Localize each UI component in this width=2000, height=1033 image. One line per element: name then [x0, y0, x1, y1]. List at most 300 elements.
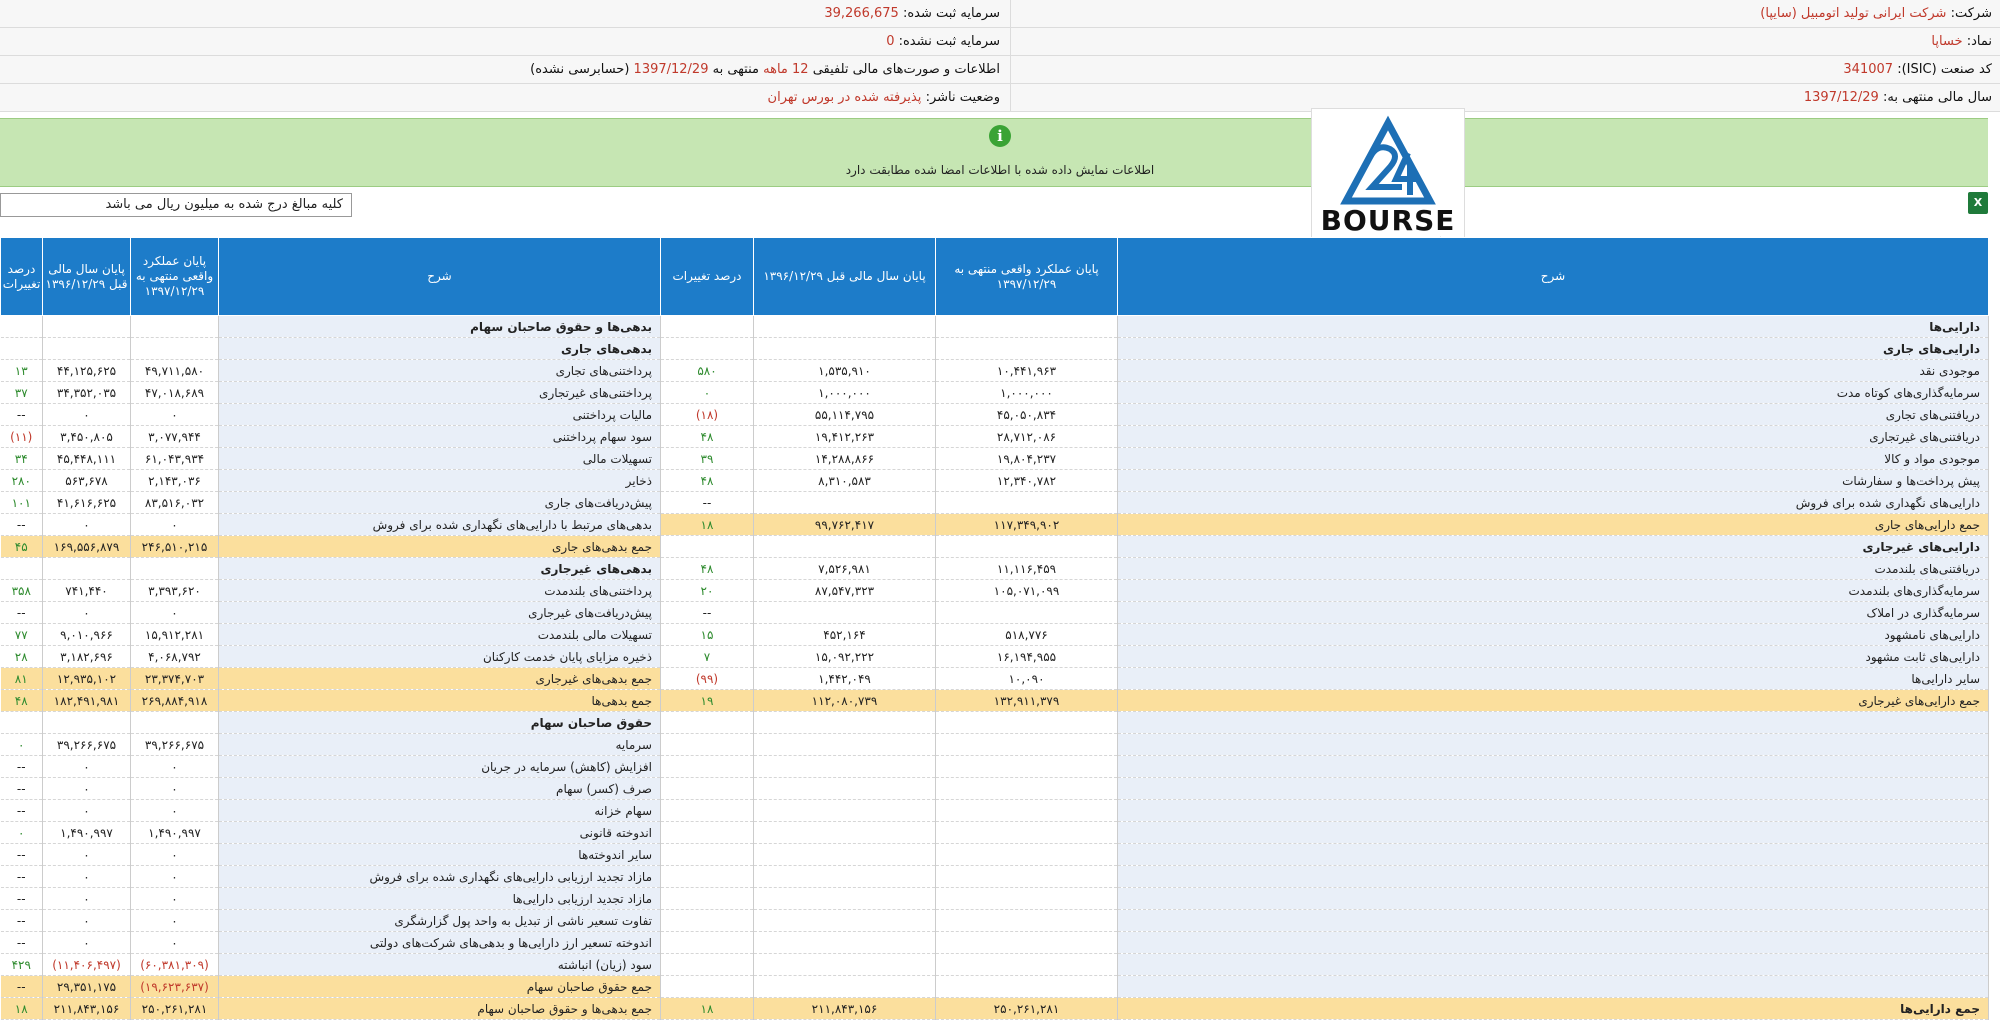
table-row	[1, 536, 1989, 558]
asset-current-cell	[936, 734, 1118, 756]
asset-prior-cell: ۱,۰۰۰,۰۰۰	[754, 382, 936, 404]
liab-pct-cell: ۴۵	[1, 536, 43, 558]
asset-prior-cell	[754, 492, 936, 514]
asset-desc-cell: دارایی‌ها	[1118, 316, 1989, 338]
asset-prior-cell: ۸,۳۱۰,۵۸۳	[754, 470, 936, 492]
asset-current-cell: ۵۱۸,۷۷۶	[936, 624, 1118, 646]
liab-pct-cell: ۴۸	[1, 690, 43, 712]
liab-current-cell: ۴,۰۶۸,۷۹۲	[131, 646, 219, 668]
asset-desc-cell	[1118, 866, 1989, 888]
liab-prior-cell: (۱۱,۴۰۶,۴۹۷)	[43, 954, 131, 976]
liab-current-cell: ۲۵۰,۲۶۱,۲۸۱	[131, 998, 219, 1020]
asset-desc-cell	[1118, 734, 1989, 756]
liab-desc-cell: جمع بدهی‌ها و حقوق صاحبان سهام	[219, 998, 661, 1020]
asset-prior-cell: ۱۱۲,۰۸۰,۷۳۹	[754, 690, 936, 712]
liab-prior-cell: ۰	[43, 800, 131, 822]
asset-desc-cell: جمع دارایی‌های جاری	[1118, 514, 1989, 536]
asset-desc-cell: دریافتنی‌های غیرتجاری	[1118, 426, 1989, 448]
table-row	[1, 844, 1989, 866]
liab-prior-cell: ۰	[43, 756, 131, 778]
asset-prior-cell: ۴۵۲,۱۶۴	[754, 624, 936, 646]
liab-pct-cell: ۰	[1, 734, 43, 756]
asset-prior-cell	[754, 712, 936, 734]
table-row	[1, 316, 1989, 338]
asset-prior-cell	[754, 954, 936, 976]
col-header-desc-assets: شرح	[1118, 238, 1989, 316]
liab-pct-cell: --	[1, 404, 43, 426]
liab-prior-cell: ۰	[43, 866, 131, 888]
liab-prior-cell: ۴۵,۴۴۸,۱۱۱	[43, 448, 131, 470]
asset-current-cell: ۲۵۰,۲۶۱,۲۸۱	[936, 998, 1118, 1020]
liab-pct-cell: --	[1, 910, 43, 932]
table-row	[1, 668, 1989, 690]
asset-desc-cell: دارایی‌های نامشهود	[1118, 624, 1989, 646]
table-row	[1, 492, 1989, 514]
isic-label: کد صنعت (ISIC):	[1897, 62, 1992, 77]
liab-current-cell: ۱۵,۹۱۲,۲۸۱	[131, 624, 219, 646]
asset-prior-cell: ۱۹,۴۱۲,۲۶۳	[754, 426, 936, 448]
asset-current-cell	[936, 866, 1118, 888]
asset-pct-cell	[661, 338, 754, 360]
table-row	[1, 514, 1989, 536]
asset-desc-cell: موجودی مواد و کالا	[1118, 448, 1989, 470]
asset-desc-cell	[1118, 800, 1989, 822]
table-row	[1, 338, 1989, 360]
asset-pct-cell: ۷	[661, 646, 754, 668]
asset-desc-cell: موجودی نقد	[1118, 360, 1989, 382]
liab-desc-cell: سود (زیان) انباشته	[219, 954, 661, 976]
liab-desc-cell: سود سهام پرداختنی	[219, 426, 661, 448]
liab-prior-cell	[43, 712, 131, 734]
liab-current-cell: ۲۳,۳۷۴,۷۰۳	[131, 668, 219, 690]
liab-pct-cell: --	[1, 800, 43, 822]
col-header-pct-assets: درصد تغییرات	[661, 238, 754, 316]
liab-pct-cell: --	[1, 932, 43, 954]
report-header	[0, 0, 2000, 118]
liab-desc-cell: تسهیلات مالی بلندمدت	[219, 624, 661, 646]
asset-current-cell: ۱۶,۱۹۴,۹۵۵	[936, 646, 1118, 668]
liab-prior-cell: ۰	[43, 910, 131, 932]
liab-desc-cell: ذخایر	[219, 470, 661, 492]
liab-current-cell: ۱,۴۹۰,۹۹۷	[131, 822, 219, 844]
asset-pct-cell	[661, 866, 754, 888]
liab-desc-cell: پرداختنی‌های بلندمدت	[219, 580, 661, 602]
liab-pct-cell: ۷۷	[1, 624, 43, 646]
asset-prior-cell	[754, 338, 936, 360]
table-row	[1, 910, 1989, 932]
liab-pct-cell: ۳۴	[1, 448, 43, 470]
liab-pct-cell: ۰	[1, 822, 43, 844]
liab-current-cell: ۴۹,۷۱۱,۵۸۰	[131, 360, 219, 382]
asset-desc-cell: دریافتنی‌های تجاری	[1118, 404, 1989, 426]
liab-current-cell: ۰	[131, 932, 219, 954]
liab-prior-cell: ۰	[43, 778, 131, 800]
asset-pct-cell	[661, 800, 754, 822]
col-header-pct-liab: درصد تغییرات	[1, 238, 43, 316]
asset-pct-cell	[661, 756, 754, 778]
table-row	[1, 624, 1989, 646]
asset-desc-cell: جمع دارایی‌های غیرجاری	[1118, 690, 1989, 712]
table-row	[1, 888, 1989, 910]
asset-current-cell	[936, 954, 1118, 976]
asset-desc-cell	[1118, 910, 1989, 932]
liab-pct-cell: ۱۸	[1, 998, 43, 1020]
asset-desc-cell: دارایی‌های غیرجاری	[1118, 536, 1989, 558]
asset-prior-cell: ۹۹,۷۶۲,۴۱۷	[754, 514, 936, 536]
info-row-fiscal	[0, 84, 2000, 112]
asset-current-cell	[936, 910, 1118, 932]
balance-sheet-table	[0, 237, 1989, 1020]
table-row	[1, 778, 1989, 800]
info-row-isic	[0, 56, 2000, 84]
liab-current-cell: ۲۶۹,۸۸۴,۹۱۸	[131, 690, 219, 712]
asset-pct-cell: ۱۹	[661, 690, 754, 712]
liab-desc-cell: تفاوت تسعیر ناشی از تبدیل به واحد پول گزارشگری	[219, 910, 661, 932]
asset-pct-cell: (۹۹)	[661, 668, 754, 690]
liab-current-cell: ۰	[131, 514, 219, 536]
asset-current-cell	[936, 756, 1118, 778]
symbol-value: خساپا	[1931, 34, 1963, 49]
table-row	[1, 580, 1989, 602]
liab-desc-cell: صرف (کسر) سهام	[219, 778, 661, 800]
liab-desc-cell: جمع حقوق صاحبان سهام	[219, 976, 661, 998]
table-row	[1, 954, 1989, 976]
asset-desc-cell: پیش پرداخت‌ها و سفارشات	[1118, 470, 1989, 492]
liab-pct-cell: --	[1, 602, 43, 624]
liab-current-cell: ۰	[131, 888, 219, 910]
table-row	[1, 602, 1989, 624]
liab-desc-cell: بدهی‌های غیرجاری	[219, 558, 661, 580]
liab-prior-cell: ۱۲,۹۳۵,۱۰۲	[43, 668, 131, 690]
asset-prior-cell	[754, 756, 936, 778]
asset-current-cell: ۱۰,۰۹۰	[936, 668, 1118, 690]
info-icon: i	[989, 125, 1011, 147]
liab-current-cell: ۴۷,۰۱۸,۶۸۹	[131, 382, 219, 404]
liab-prior-cell	[43, 558, 131, 580]
publisher-status-label: وضعیت ناشر:	[925, 90, 1000, 105]
asset-pct-cell: ۱۵	[661, 624, 754, 646]
asset-pct-cell	[661, 734, 754, 756]
asset-prior-cell	[754, 822, 936, 844]
liab-current-cell: ۰	[131, 602, 219, 624]
asset-current-cell	[936, 888, 1118, 910]
liab-pct-cell: ۲۸۰	[1, 470, 43, 492]
liab-current-cell: ۰	[131, 910, 219, 932]
asset-prior-cell: ۷,۵۲۶,۹۸۱	[754, 558, 936, 580]
units-note: کلیه مبالغ درج شده به میلیون ریال می باشد	[0, 193, 352, 217]
asset-current-cell: ۴۵,۰۵۰,۸۳۴	[936, 404, 1118, 426]
asset-pct-cell	[661, 316, 754, 338]
liab-pct-cell: ۱۰۱	[1, 492, 43, 514]
asset-current-cell: ۱,۰۰۰,۰۰۰	[936, 382, 1118, 404]
col-header-prior-assets: پایان سال مالی قبل ۱۳۹۶/۱۲/۲۹	[754, 238, 936, 316]
asset-prior-cell: ۱,۵۳۵,۹۱۰	[754, 360, 936, 382]
liab-desc-cell: حقوق صاحبان سهام	[219, 712, 661, 734]
liab-current-cell: (۱۹,۶۲۳,۶۳۷)	[131, 976, 219, 998]
liab-prior-cell: ۰	[43, 888, 131, 910]
bourse24-logo	[1311, 108, 1465, 258]
asset-desc-cell	[1118, 712, 1989, 734]
liab-prior-cell: ۰	[43, 404, 131, 426]
liab-pct-cell: ۲۸	[1, 646, 43, 668]
table-row	[1, 360, 1989, 382]
isic-value: 341007	[1843, 62, 1894, 77]
col-header-current-liab: پایان عملکرد واقعی منتهی به ۱۳۹۷/۱۲/۲۹	[131, 238, 219, 316]
asset-prior-cell	[754, 866, 936, 888]
asset-desc-cell: دارایی‌های جاری	[1118, 338, 1989, 360]
table-row	[1, 800, 1989, 822]
asset-prior-cell: ۱,۴۴۲,۰۴۹	[754, 668, 936, 690]
asset-pct-cell	[661, 976, 754, 998]
capital-unregistered-value: 0	[886, 34, 895, 49]
asset-prior-cell: ۱۴,۲۸۸,۸۶۶	[754, 448, 936, 470]
asset-pct-cell	[661, 954, 754, 976]
liab-prior-cell: ۲۹,۳۵۱,۱۷۵	[43, 976, 131, 998]
liab-current-cell: ۲۴۶,۵۱۰,۲۱۵	[131, 536, 219, 558]
liab-desc-cell: سایر اندوخته‌ها	[219, 844, 661, 866]
asset-current-cell	[936, 602, 1118, 624]
asset-prior-cell: ۱۵,۰۹۲,۲۲۲	[754, 646, 936, 668]
company-value: شرکت ایرانی تولید اتومبیل (سایپا)	[1760, 6, 1947, 21]
liab-pct-cell: ۳۷	[1, 382, 43, 404]
table-row	[1, 734, 1989, 756]
liab-pct-cell	[1, 558, 43, 580]
liab-pct-cell	[1, 316, 43, 338]
liab-desc-cell: مازاد تجدید ارزیابی دارایی‌های نگهداری شده برای فروش	[219, 866, 661, 888]
asset-pct-cell: ۳۹	[661, 448, 754, 470]
logo-word: BOURSE	[1320, 204, 1456, 237]
asset-prior-cell	[754, 316, 936, 338]
asset-pct-cell	[661, 888, 754, 910]
col-header-desc-liab: شرح	[219, 238, 661, 316]
info-row-symbol	[0, 28, 2000, 56]
liab-prior-cell: ۷۴۱,۴۴۰	[43, 580, 131, 602]
liab-desc-cell: بدهی‌ها و حقوق صاحبان سهام	[219, 316, 661, 338]
liab-desc-cell: پیش‌دریافت‌های غیرجاری	[219, 602, 661, 624]
asset-pct-cell: ۲۰	[661, 580, 754, 602]
asset-current-cell: ۱۲,۳۴۰,۷۸۲	[936, 470, 1118, 492]
asset-pct-cell	[661, 712, 754, 734]
asset-desc-cell	[1118, 844, 1989, 866]
asset-desc-cell: سرمایه‌گذاری‌های کوتاه مدت	[1118, 382, 1989, 404]
asset-pct-cell: ۵۸۰	[661, 360, 754, 382]
asset-prior-cell	[754, 800, 936, 822]
liab-current-cell: ۰	[131, 778, 219, 800]
asset-prior-cell	[754, 734, 936, 756]
asset-desc-cell	[1118, 976, 1989, 998]
liab-desc-cell: جمع بدهی‌های غیرجاری	[219, 668, 661, 690]
asset-prior-cell	[754, 910, 936, 932]
liab-current-cell	[131, 316, 219, 338]
liab-desc-cell: ذخیره مزایای پایان خدمت کارکنان	[219, 646, 661, 668]
table-row	[1, 404, 1989, 426]
liab-pct-cell: ۸۱	[1, 668, 43, 690]
liab-current-cell	[131, 338, 219, 360]
liab-prior-cell: ۳,۴۵۰,۸۰۵	[43, 426, 131, 448]
liab-pct-cell: --	[1, 514, 43, 536]
asset-pct-cell	[661, 844, 754, 866]
liab-current-cell	[131, 558, 219, 580]
liab-current-cell: ۳۹,۲۶۶,۶۷۵	[131, 734, 219, 756]
asset-desc-cell: سرمایه‌گذاری‌های بلندمدت	[1118, 580, 1989, 602]
asset-pct-cell: ۰	[661, 382, 754, 404]
liab-desc-cell: سرمایه	[219, 734, 661, 756]
verification-notice	[0, 118, 1988, 187]
asset-current-cell	[936, 338, 1118, 360]
asset-prior-cell: ۲۱۱,۸۴۳,۱۵۶	[754, 998, 936, 1020]
liab-desc-cell: پرداختنی‌های تجاری	[219, 360, 661, 382]
liab-current-cell: ۳,۰۷۷,۹۴۴	[131, 426, 219, 448]
asset-desc-cell	[1118, 822, 1989, 844]
logo-mark-icon	[1312, 109, 1464, 205]
liab-current-cell: ۳,۳۹۳,۶۲۰	[131, 580, 219, 602]
liab-prior-cell: ۹,۰۱۰,۹۶۶	[43, 624, 131, 646]
liab-desc-cell: مازاد تجدید ارزیابی دارایی‌ها	[219, 888, 661, 910]
liab-prior-cell: ۴۱,۶۱۶,۶۲۵	[43, 492, 131, 514]
asset-pct-cell: --	[661, 602, 754, 624]
liab-current-cell: ۰	[131, 844, 219, 866]
asset-desc-cell: جمع دارایی‌ها	[1118, 998, 1989, 1020]
asset-current-cell: ۱۱۷,۳۴۹,۹۰۲	[936, 514, 1118, 536]
header-divider	[1010, 0, 1011, 112]
asset-pct-cell: ۴۸	[661, 426, 754, 448]
table-row	[1, 690, 1989, 712]
info-row-company	[0, 0, 2000, 28]
asset-pct-cell: ۴۸	[661, 558, 754, 580]
asset-current-cell	[936, 778, 1118, 800]
liab-prior-cell: ۳۹,۲۶۶,۶۷۵	[43, 734, 131, 756]
liab-prior-cell: ۰	[43, 844, 131, 866]
asset-desc-cell: سایر دارایی‌ها	[1118, 668, 1989, 690]
liab-pct-cell: ۳۵۸	[1, 580, 43, 602]
asset-desc-cell	[1118, 888, 1989, 910]
asset-pct-cell: ۱۸	[661, 998, 754, 1020]
liab-desc-cell: بدهی‌های جاری	[219, 338, 661, 360]
publisher-status-value: پذیرفته شده در بورس تهران	[767, 90, 922, 105]
asset-current-cell	[936, 492, 1118, 514]
asset-desc-cell	[1118, 954, 1989, 976]
asset-current-cell	[936, 712, 1118, 734]
table-row	[1, 866, 1989, 888]
liab-desc-cell: تسهیلات مالی	[219, 448, 661, 470]
asset-pct-cell	[661, 536, 754, 558]
liab-current-cell: (۶۰,۳۸۱,۳۰۹)	[131, 954, 219, 976]
liab-current-cell: ۰	[131, 404, 219, 426]
liab-pct-cell	[1, 712, 43, 734]
symbol-label: نماد:	[1966, 34, 1992, 49]
asset-pct-cell: --	[661, 492, 754, 514]
asset-desc-cell: دریافتنی‌های بلندمدت	[1118, 558, 1989, 580]
asset-current-cell: ۱۰,۴۴۱,۹۶۳	[936, 360, 1118, 382]
liab-desc-cell: سهام خزانه	[219, 800, 661, 822]
asset-desc-cell: سرمایه‌گذاری در املاک	[1118, 602, 1989, 624]
liab-pct-cell: ۴۲۹	[1, 954, 43, 976]
capital-registered-label: سرمایه ثبت شده:	[902, 6, 1000, 21]
table-row	[1, 448, 1989, 470]
asset-prior-cell	[754, 932, 936, 954]
company-label: شرکت:	[1950, 6, 1992, 21]
liab-prior-cell: ۵۶۳,۶۷۸	[43, 470, 131, 492]
liab-desc-cell: بدهی‌های مرتبط با دارایی‌های نگهداری شده برای فروش	[219, 514, 661, 536]
asset-pct-cell: ۱۸	[661, 514, 754, 536]
asset-pct-cell	[661, 822, 754, 844]
asset-current-cell	[936, 932, 1118, 954]
asset-current-cell: ۱۰۵,۰۷۱,۰۹۹	[936, 580, 1118, 602]
report-title: اطلاعات و صورت‌های مالی تلفیقی 12 ماهه منتهی به 1397/12/29 (حسابرسی نشده)	[530, 62, 1000, 77]
asset-desc-cell	[1118, 932, 1989, 954]
table-row	[1, 932, 1989, 954]
table-row	[1, 976, 1989, 998]
asset-desc-cell	[1118, 756, 1989, 778]
liab-desc-cell: افزایش (کاهش) سرمایه در جریان	[219, 756, 661, 778]
table-header-row	[1, 238, 1989, 316]
table-row	[1, 712, 1989, 734]
asset-desc-cell	[1118, 778, 1989, 800]
fiscal-year-value: 1397/12/29	[1803, 90, 1879, 105]
table-row	[1, 470, 1989, 492]
asset-current-cell	[936, 316, 1118, 338]
asset-prior-cell	[754, 778, 936, 800]
liab-desc-cell: پیش‌دریافت‌های جاری	[219, 492, 661, 514]
asset-current-cell	[936, 822, 1118, 844]
liab-current-cell: ۰	[131, 800, 219, 822]
liab-current-cell: ۰	[131, 866, 219, 888]
liab-desc-cell: اندوخته تسعیر ارز دارایی‌ها و بدهی‌های شرکت‌های دولتی	[219, 932, 661, 954]
liab-desc-cell: جمع بدهی‌ها	[219, 690, 661, 712]
liab-pct-cell: --	[1, 844, 43, 866]
asset-prior-cell: ۸۷,۵۴۷,۳۲۳	[754, 580, 936, 602]
liab-prior-cell	[43, 316, 131, 338]
asset-pct-cell	[661, 932, 754, 954]
asset-current-cell: ۱۱,۱۱۶,۴۵۹	[936, 558, 1118, 580]
liab-prior-cell: ۳,۱۸۲,۶۹۶	[43, 646, 131, 668]
liab-prior-cell: ۰	[43, 602, 131, 624]
liab-pct-cell: ۱۳	[1, 360, 43, 382]
liab-prior-cell: ۱,۴۹۰,۹۹۷	[43, 822, 131, 844]
liab-pct-cell: (۱۱)	[1, 426, 43, 448]
capital-registered-value: 39,266,675	[824, 6, 899, 21]
liab-prior-cell: ۳۴,۳۵۲,۰۳۵	[43, 382, 131, 404]
asset-prior-cell: ۵۵,۱۱۴,۷۹۵	[754, 404, 936, 426]
asset-prior-cell	[754, 602, 936, 624]
liab-pct-cell: --	[1, 888, 43, 910]
liab-desc-cell: مالیات پرداختنی	[219, 404, 661, 426]
liab-pct-cell: --	[1, 756, 43, 778]
table-row	[1, 646, 1989, 668]
asset-prior-cell	[754, 888, 936, 910]
liab-prior-cell: ۱۶۹,۵۵۶,۸۷۹	[43, 536, 131, 558]
liab-desc-cell: جمع بدهی‌های جاری	[219, 536, 661, 558]
liab-prior-cell: ۰	[43, 514, 131, 536]
asset-current-cell	[936, 536, 1118, 558]
liab-pct-cell: --	[1, 778, 43, 800]
liab-prior-cell: ۱۸۲,۴۹۱,۹۸۱	[43, 690, 131, 712]
table-row	[1, 756, 1989, 778]
asset-prior-cell	[754, 976, 936, 998]
liab-prior-cell: ۲۱۱,۸۴۳,۱۵۶	[43, 998, 131, 1020]
col-header-prior-liab: پایان سال مالی قبل ۱۳۹۶/۱۲/۲۹	[43, 238, 131, 316]
asset-current-cell	[936, 976, 1118, 998]
fiscal-year-label: سال مالی منتهی به:	[1882, 90, 1992, 105]
liab-prior-cell	[43, 338, 131, 360]
liab-desc-cell: اندوخته قانونی	[219, 822, 661, 844]
asset-pct-cell: ۴۸	[661, 470, 754, 492]
liab-current-cell: ۸۳,۵۱۶,۰۳۲	[131, 492, 219, 514]
capital-unregistered-label: سرمایه ثبت نشده:	[898, 34, 1000, 49]
asset-current-cell	[936, 800, 1118, 822]
asset-current-cell: ۱۳۲,۹۱۱,۳۷۹	[936, 690, 1118, 712]
excel-export-icon[interactable]: X	[1968, 192, 1988, 214]
